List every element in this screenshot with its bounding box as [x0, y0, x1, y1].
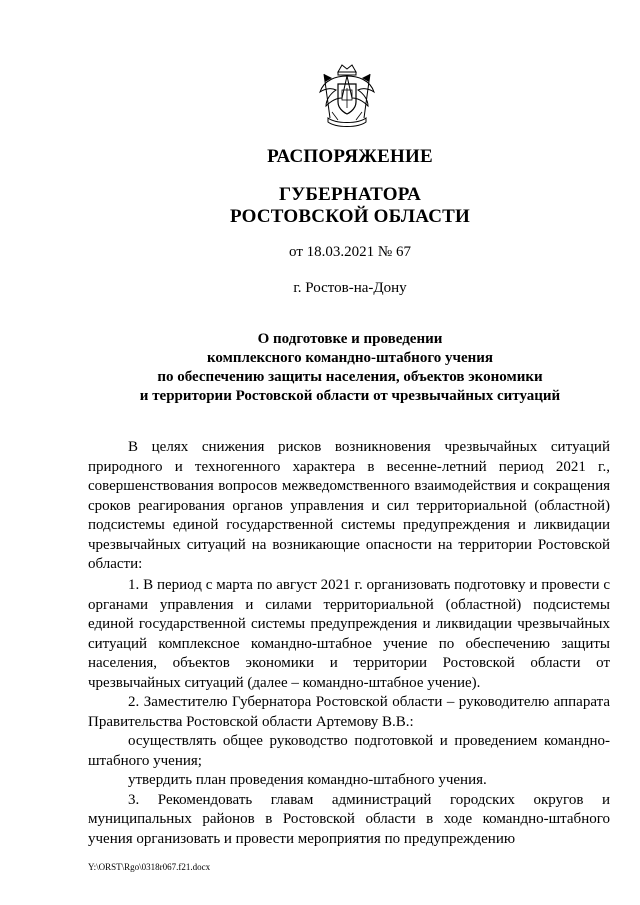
subject-line-4: и территории Ростовской области от чрезвычайных ситуаций — [139, 388, 561, 404]
subject-line-3: по обеспечению защиты населения, объектов экономики — [157, 369, 543, 385]
preamble — [88, 438, 610, 575]
authority-line-1: ГУБЕРНАТОРА — [278, 184, 421, 205]
item-3: 3. Рекомендовать главам администраций городских округов и муниципальных районов в Ростовской области в ходе командно-штабного учения организовать и провести мероприятия по предупреждению — [88, 791, 610, 847]
file-path-footer: Y:\ORST\Rgo\0318r067.f21.docx — [88, 862, 211, 872]
item-2-sub-2: утвердить план проведения командно-штабного учения. — [128, 772, 487, 788]
order-items — [88, 576, 610, 849]
document-type: РАСПОРЯЖЕНИЕ — [267, 146, 433, 167]
item-2-sub-1: осуществлять общее руководство подготовкой и проведением командно-штабного учения; — [88, 733, 610, 769]
date-number: от 18.03.2021 № 67 — [289, 244, 411, 260]
subject-line-2: комплексного командно-штабного учения — [206, 350, 494, 366]
item-1: 1. В период с марта по август 2021 г. организовать подготовку и провести с органами управления и силами территориальной (областной) подсистемы единой государственной системы предупреждения и ликвидации чрезвычайных ситуаций комплексное командно-штабное учение по обеспечению защиты населения, объектов экономики и территории Ростовской области от чрезвычайных ситуаций (далее – командно-штабное учение). — [88, 577, 610, 691]
document-subject — [0, 330, 640, 406]
city: г. Ростов-на-Дону — [293, 280, 407, 296]
preamble-paragraph: В целях снижения рисков возникновения чрезвычайных ситуаций природного и техногенного характера в весенне-летний период 2021 г., совершенствования вопросов межведомственного взаимодействия и сокращения сроков реагирования органов управления и сил территориальной (областной) подсистемы единой государственной системы предупреждения и ликвидации чрезвычайных ситуаций на возникающие опасности на территории Ростовской области: — [88, 439, 610, 572]
subject-line-1: О подготовке и проведении — [257, 331, 443, 347]
authority-line-2: РОСТОВСКОЙ ОБЛАСТИ — [229, 206, 470, 227]
item-2: 2. Заместителю Губернатора Ростовской области – руководителю аппарата Правительства Ростовской области Артемову В.В.: — [88, 694, 610, 730]
coat-of-arms-icon — [316, 62, 378, 130]
